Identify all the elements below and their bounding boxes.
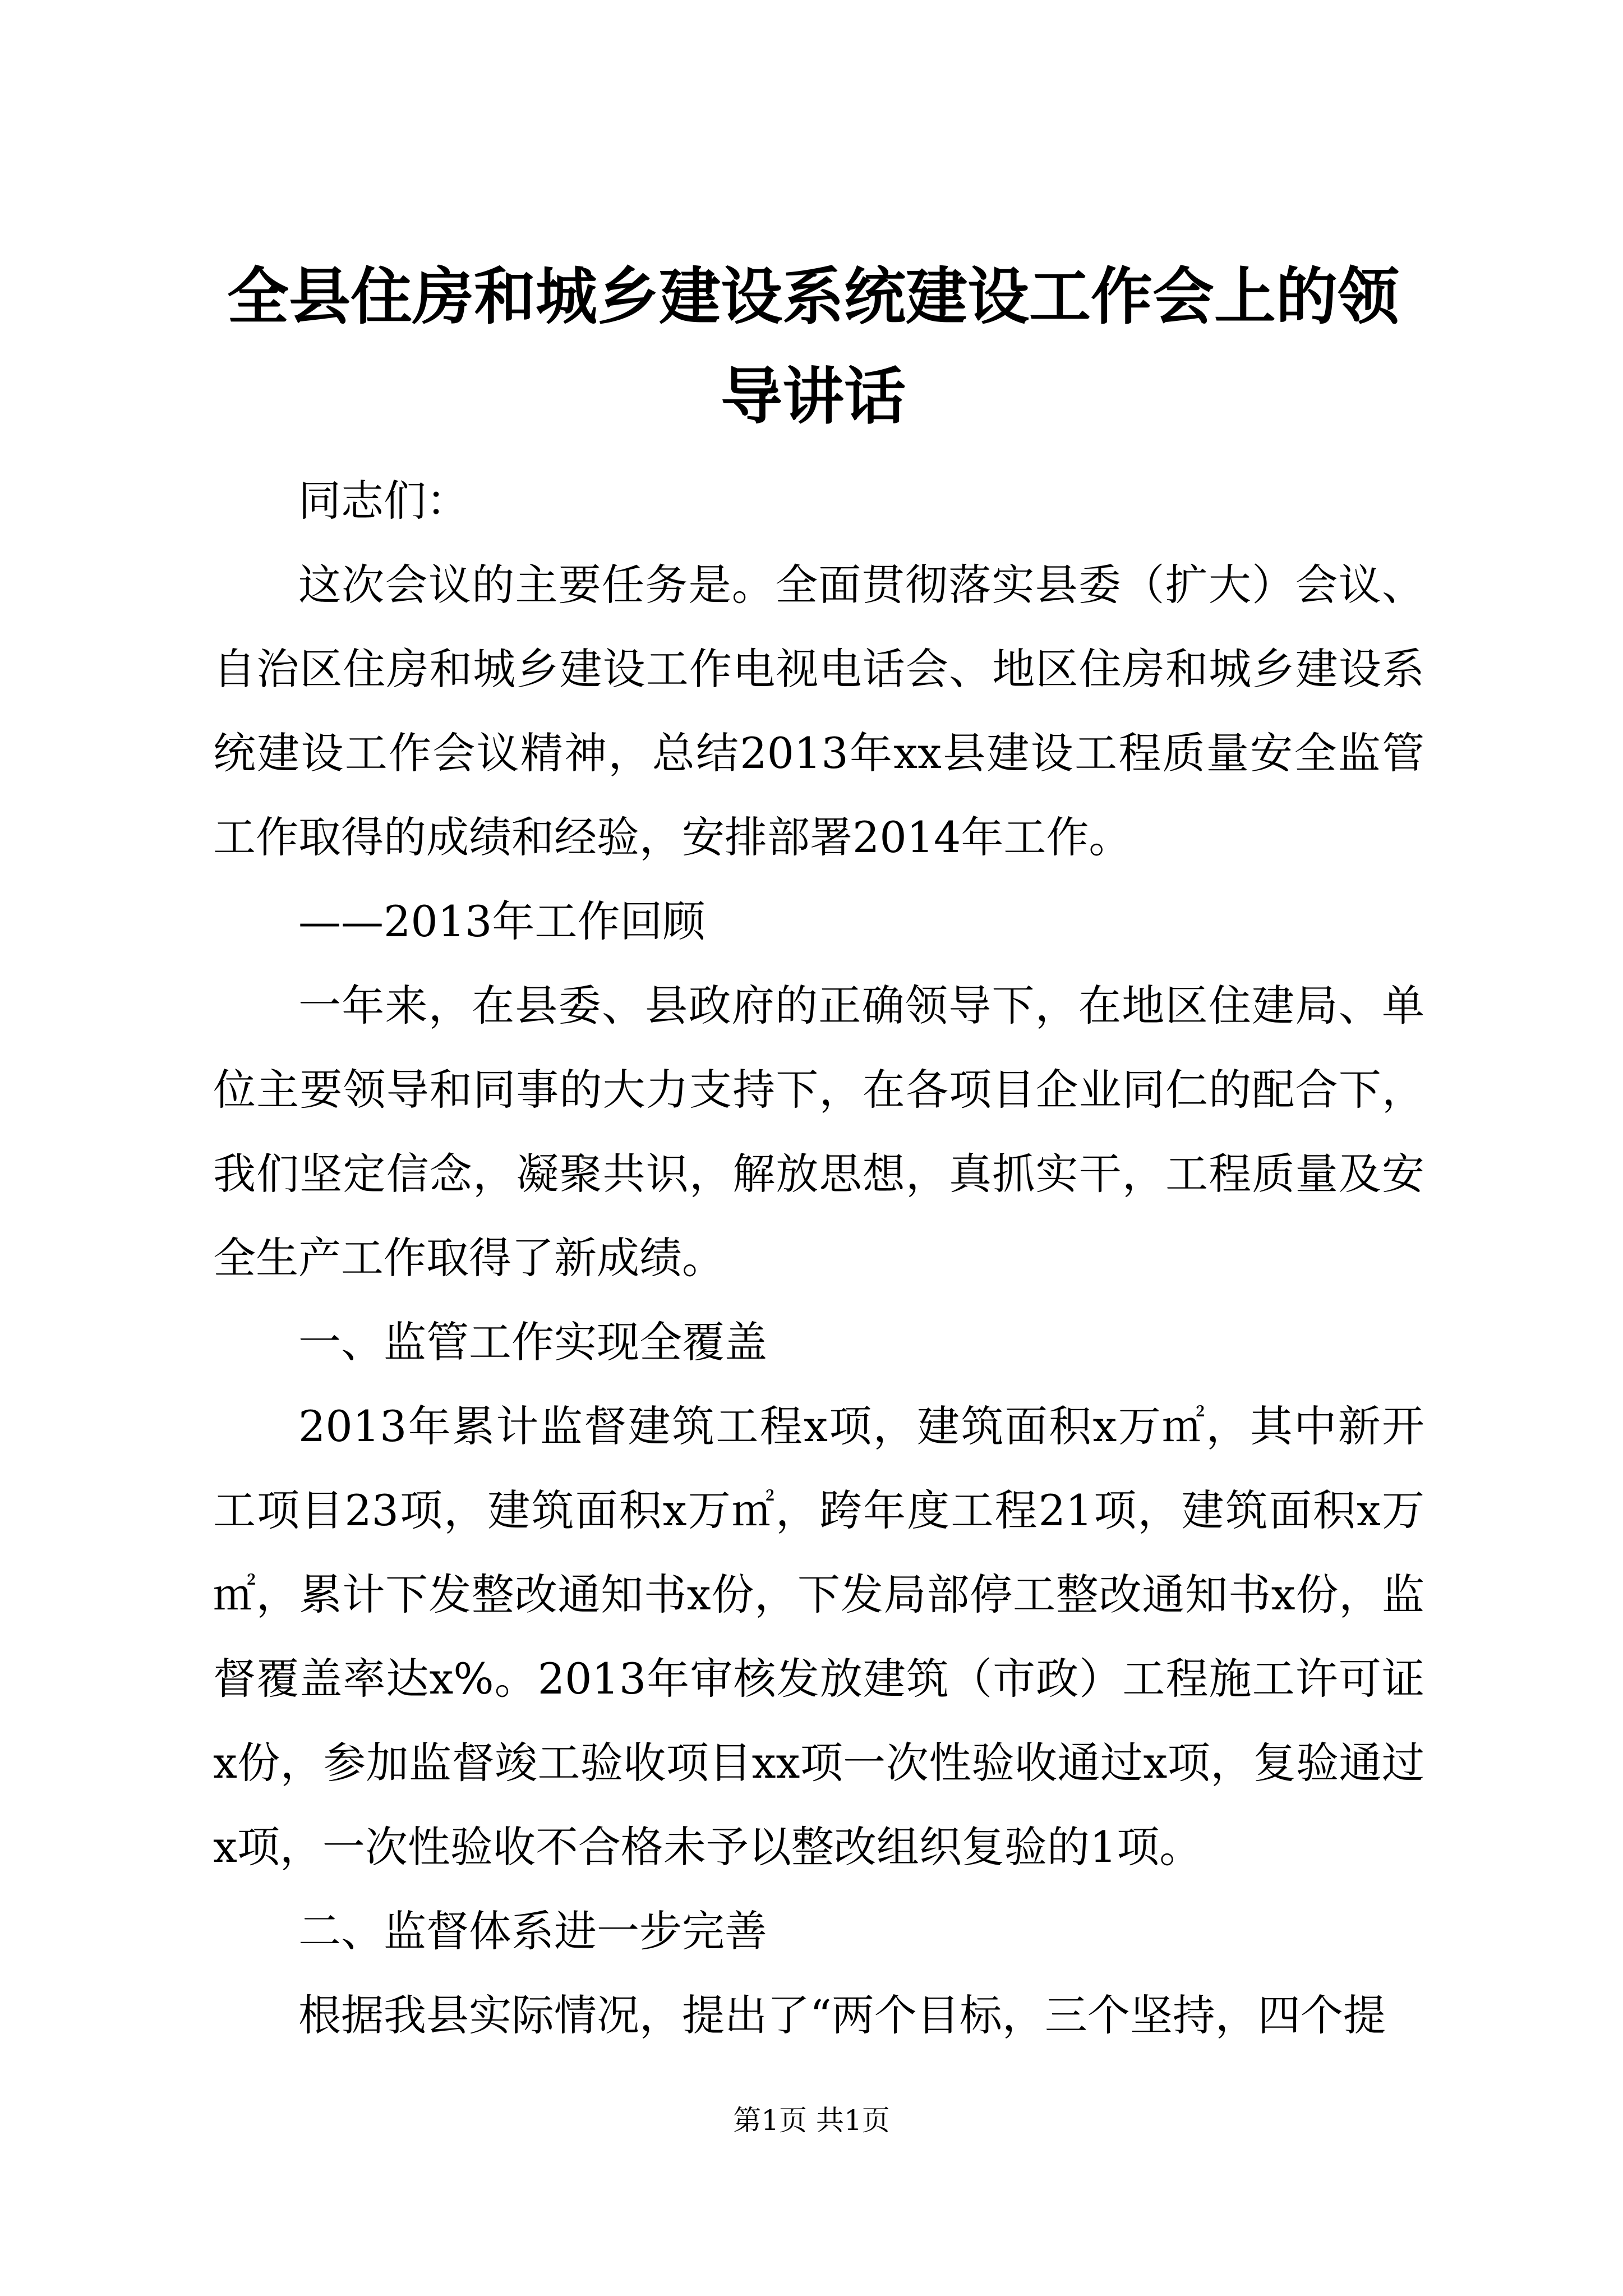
document-body: [213, 459, 1424, 2058]
salutation-paragraph: 同志们：: [298, 476, 469, 526]
section-heading: 二、监督体系进一步完善: [298, 1906, 767, 1956]
section-heading: ——2013年工作回顾: [298, 896, 706, 946]
body-paragraph: 根据我县实际情况，提出了“两个目标，三个坚持，四个提: [298, 1990, 1386, 2040]
body-paragraph: 这次会议的主要任务是。全面贯彻落实县委（扩大）会议、自治区住房和城乡建设工作电视电话会、地区住房和城乡建设系统建设工作会议精神，总结2013年xx县建设工程质量安全监管工作取得的成绩和经验，安排部署2014年工作。: [213, 560, 1424, 862]
body-paragraph: 一年来，在县委、县政府的正确领导下，在地区住建局、单位主要领导和同事的大力支持下，在各项目企业同仁的配合下，我们坚定信念，凝聚共识，解放思想，真抓实干，工程质量及安全生产工作取得了新成绩。: [213, 981, 1424, 1283]
document-title: 全县住房和城乡建设系统建设工作会上的领导讲话: [227, 260, 1399, 432]
page-footer: 第1页 共1页: [733, 2104, 890, 2137]
section-heading: 一、监管工作实现全覆盖: [298, 1317, 767, 1367]
body-paragraph: 2013年累计监督建筑工程x项，建筑面积x万㎡，其中新开工项目23项，建筑面积x万㎡，跨年度工程21项，建筑面积x万㎡，累计下发整改通知书x份，下发局部停工整改通知书x份，监督覆盖率达x%。2013年审核发放建筑（市政）工程施工许可证x份，参加监督竣工验收项目xx项一次性验收通过x项，复验通过x项，一次性验收不合格未予以整改组织复验的1项。: [213, 1401, 1424, 1872]
